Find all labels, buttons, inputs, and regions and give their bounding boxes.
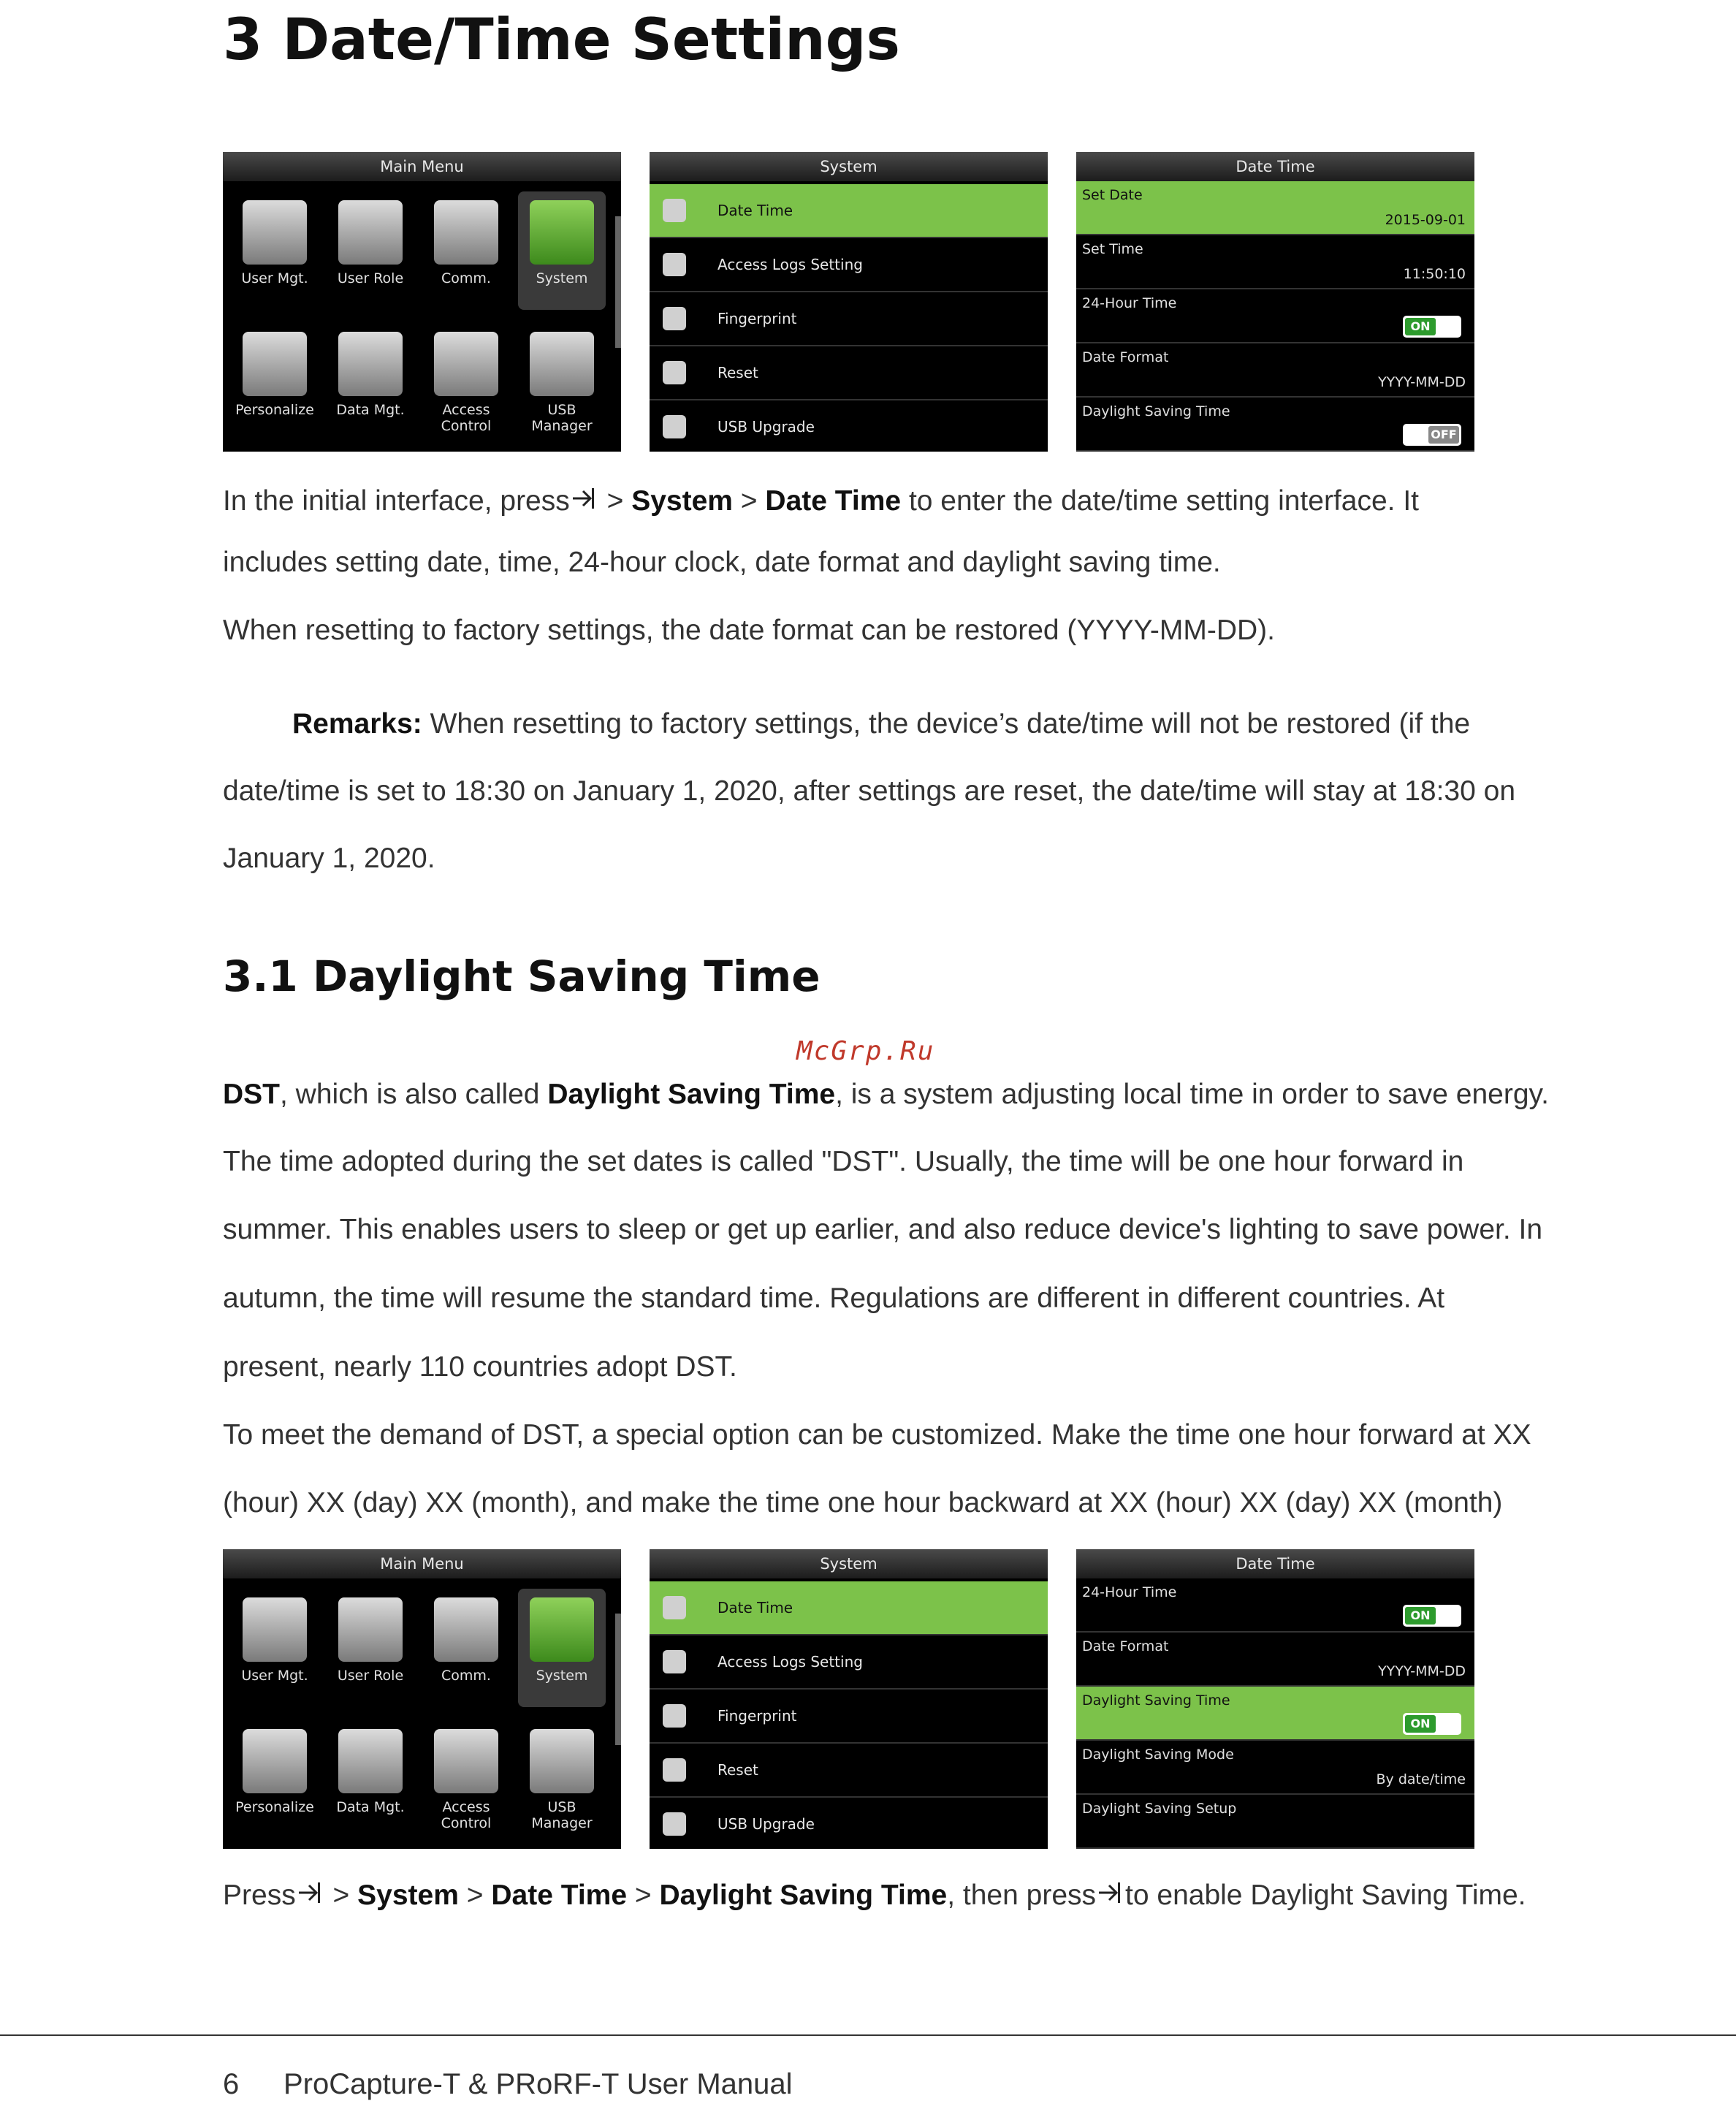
24-hour-time-row[interactable]: 24-Hour Time ON (1076, 1578, 1474, 1633)
main-menu-screen (223, 1549, 621, 1849)
main-menu-grid (223, 181, 621, 452)
dst-paragraph-line: summer. This enables users to sleep or get up earlier, and also reduce device's lighting to save power. In (223, 1214, 1543, 1245)
date-time-screen (1076, 152, 1474, 452)
screen-title: Date Time (1076, 1549, 1474, 1578)
date-time-screen (1076, 1549, 1474, 1849)
screen-title: System (650, 152, 1048, 181)
log-icon (663, 253, 686, 276)
user-icon (243, 200, 307, 265)
usb-icon (530, 1729, 594, 1793)
menu-data-mgt[interactable]: Data Mgt. (327, 1729, 414, 1815)
menu-user-role[interactable]: User Role (327, 1597, 414, 1684)
screen-title: System (650, 1549, 1048, 1578)
page-number: 6 (223, 2068, 240, 2100)
menu-personalize[interactable]: Personalize (231, 332, 319, 418)
antenna-icon (434, 1597, 498, 1662)
upgrade-icon (663, 1812, 686, 1836)
system-screen (650, 152, 1048, 452)
watermark: McGrp.Ru (796, 1036, 935, 1066)
system-item-usb-upgrade[interactable]: USB Upgrade (650, 400, 1048, 452)
daylight-saving-mode-row[interactable]: Daylight Saving Mode By date/time (1076, 1741, 1474, 1795)
user-lock-icon (338, 200, 403, 265)
fingerprint-icon (663, 307, 686, 330)
menu-user-mgt[interactable]: User Mgt. (231, 1597, 319, 1684)
enter-key-icon (570, 484, 599, 513)
dst-paragraph-line: present, nearly 110 countries adopt DST. (223, 1351, 737, 1383)
system-item-access-logs[interactable]: Access Logs Setting (650, 1635, 1048, 1690)
menu-personalize[interactable]: Personalize (231, 1729, 319, 1815)
set-time-row[interactable]: Set Time 11:50:10 (1076, 235, 1474, 289)
menu-usb-manager[interactable]: USB Manager (518, 332, 606, 434)
gear-icon (530, 200, 594, 265)
daylight-saving-setup-row[interactable]: Daylight Saving Setup (1076, 1795, 1474, 1849)
pencil-icon (243, 332, 307, 396)
screen-title: Main Menu (223, 1549, 621, 1578)
intro-paragraph-line: In the initial interface, press > System > Date Time to enter the date/time setting interface. It (223, 485, 1420, 517)
toggle-switch[interactable]: OFF (1403, 424, 1461, 446)
dst-paragraph-line: The time adopted during the set dates is called "DST". Usually, the time will be one hour forward in (223, 1146, 1464, 1177)
manual-title: ProCapture-T & PRoRF-T User Manual (283, 2068, 793, 2100)
usb-icon (530, 332, 594, 396)
daylight-saving-row[interactable]: Daylight Saving Time ON (1076, 1687, 1474, 1741)
remarks-line: January 1, 2020. (223, 843, 435, 874)
main-menu-screen (223, 152, 621, 452)
menu-comm[interactable]: Comm. (422, 200, 510, 286)
intro-paragraph-line: When resetting to factory settings, the date format can be restored (YYYY-MM-DD). (223, 615, 1275, 646)
daylight-saving-row[interactable]: Daylight Saving Time OFF (1076, 398, 1474, 452)
system-item-reset[interactable]: Reset (650, 1744, 1048, 1798)
upgrade-icon (663, 415, 686, 438)
set-date-row[interactable]: Set Date 2015-09-01 (1076, 181, 1474, 235)
main-menu-grid (223, 1578, 621, 1849)
menu-system[interactable]: System (518, 1589, 606, 1707)
menu-access-control[interactable]: Access Control (422, 332, 510, 434)
enter-key-icon (296, 1878, 325, 1907)
scrollbar[interactable] (615, 1614, 621, 1745)
intro-paragraph-line: includes setting date, time, 24-hour clock, date format and daylight saving time. (223, 547, 1221, 578)
dst-paragraph-line: autumn, the time will resume the standard time. Regulations are different in different countries. At (223, 1282, 1445, 1314)
section-title: 3.1 Daylight Saving Time (223, 951, 821, 1001)
enter-key-icon (1096, 1878, 1125, 1907)
system-item-usb-upgrade[interactable]: USB Upgrade (650, 1798, 1048, 1849)
clock-icon (663, 1596, 686, 1619)
screen-title: Date Time (1076, 152, 1474, 181)
door-icon (434, 332, 498, 396)
dst-paragraph-line: DST, which is also called Daylight Saving Time, is a system adjusting local time in order to save energy. (223, 1079, 1549, 1110)
gear-icon (530, 1597, 594, 1662)
reset-icon (663, 1758, 686, 1782)
system-item-fingerprint[interactable]: Fingerprint (650, 1690, 1048, 1744)
user-lock-icon (338, 1597, 403, 1662)
reset-icon (663, 361, 686, 384)
system-item-fingerprint[interactable]: Fingerprint (650, 292, 1048, 346)
user-icon (243, 1597, 307, 1662)
scrollbar[interactable] (615, 216, 621, 348)
menu-user-mgt[interactable]: User Mgt. (231, 200, 319, 286)
pencil-icon (243, 1729, 307, 1793)
remarks-line: date/time is set to 18:30 on January 1, 2020, after settings are reset, the date/time will stay at 18:30 on (223, 775, 1516, 807)
system-item-reset[interactable]: Reset (650, 346, 1048, 400)
fingerprint-icon (663, 1704, 686, 1728)
menu-access-control[interactable]: Access Control (422, 1729, 510, 1831)
date-format-row[interactable]: Date Format YYYY-MM-DD (1076, 343, 1474, 398)
database-icon (338, 332, 403, 396)
database-icon (338, 1729, 403, 1793)
system-item-access-logs[interactable]: Access Logs Setting (650, 238, 1048, 292)
menu-comm[interactable]: Comm. (422, 1597, 510, 1684)
menu-system[interactable]: System (518, 191, 606, 310)
toggle-switch[interactable]: ON (1403, 1605, 1461, 1627)
24-hour-time-row[interactable]: 24-Hour Time ON (1076, 289, 1474, 343)
screen-title: Main Menu (223, 152, 621, 181)
page-title: 3 Date/Time Settings (223, 7, 900, 73)
dst-paragraph-line: (hour) XX (day) XX (month), and make the time one hour backward at XX (hour) XX (day) XX (month) (223, 1487, 1503, 1519)
toggle-switch[interactable]: ON (1403, 316, 1461, 338)
system-screen (650, 1549, 1048, 1849)
door-icon (434, 1729, 498, 1793)
toggle-switch[interactable]: ON (1403, 1713, 1461, 1735)
dst-paragraph-line: To meet the demand of DST, a special option can be customized. Make the time one hour forward at XX (223, 1419, 1531, 1451)
antenna-icon (434, 200, 498, 265)
clock-icon (663, 199, 686, 222)
system-item-date-time[interactable]: Date Time (650, 184, 1048, 238)
system-item-date-time[interactable]: Date Time (650, 1581, 1048, 1635)
date-format-row[interactable]: Date Format YYYY-MM-DD (1076, 1633, 1474, 1687)
log-icon (663, 1650, 686, 1673)
menu-usb-manager[interactable]: USB Manager (518, 1729, 606, 1831)
remarks-line: Remarks: When resetting to factory settings, the device’s date/time will not be restored (if the (292, 708, 1471, 740)
instruction-line: Press > System > Date Time > Daylight Saving Time, then press to enable Daylight Saving Time. (223, 1880, 1526, 1911)
menu-user-role[interactable]: User Role (327, 200, 414, 286)
menu-data-mgt[interactable]: Data Mgt. (327, 332, 414, 418)
footer-divider (0, 2034, 1736, 2036)
